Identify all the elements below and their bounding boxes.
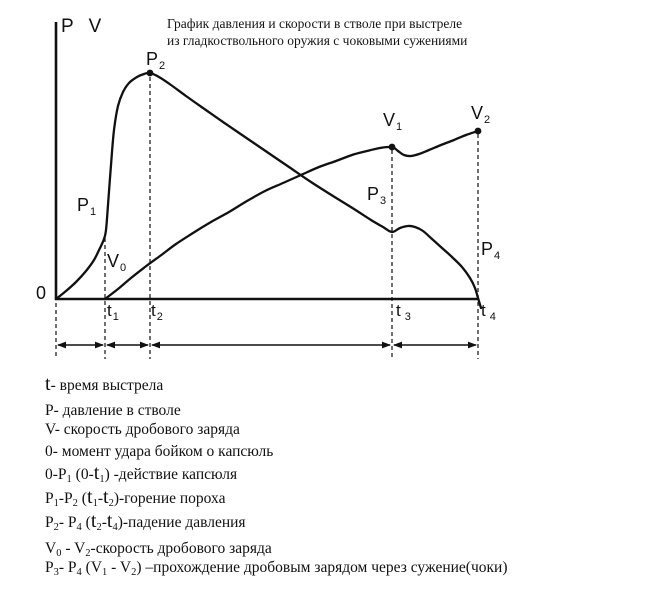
legend-line-zero: 0- момент удара бойком о капсюль [45,443,274,460]
point-label-p1-sub: 1 [90,206,97,218]
legend-line-velocity: $V_0$ - $V_2$-скорость дробового заряда [45,540,272,559]
tick-label-t1-sub: 1 [112,311,119,323]
chart-title [167,15,467,49]
point-label-v2 [471,103,491,126]
point-label-p2-sub: 2 [159,60,166,72]
point-label-v0-sub: 0 [120,262,127,274]
point-label-p3-base: P [367,184,380,204]
point-label-p1-base: P [77,195,90,215]
point-label-v0 [107,251,127,274]
legend-line-p: P- давление в стволе [45,402,181,419]
origin-label: 0 [36,283,47,303]
tick-label-t4-sub: 4 [489,311,496,323]
point-label-v0-base: V [107,251,120,271]
point-label-v1 [383,110,403,133]
legend-line-capsule: $0-P_1$ $(0-t_1)$ -действие капсюля [45,462,238,485]
point-label-p4 [481,239,501,262]
tick-label-t3-sub: 3 [404,311,411,323]
point-label-p4-base: P [481,239,494,259]
legend-line-pressure-drop: $P_2-$ $P_4$ $(t_2-t_4)$-падение давления [45,510,246,533]
tick-label-t4-base: t [481,301,486,320]
point-label-p3 [367,184,387,207]
legend [45,373,645,582]
tick-label-t2-base: t [151,301,156,320]
tick-label-t2-sub: 2 [156,311,163,323]
point-label-p4-sub: 4 [494,250,501,262]
chart-title-line1: График давления и скорости в стволе при выстреле [167,16,463,31]
legend-line-choke: $P_3-$ $P_4$ $(V_1 - V_2)$ –прохождение дробовым зарядом через сужение(чоки) [45,559,508,578]
point-label-p2 [146,49,166,72]
legend-line-t: t- время выстрела [45,373,164,395]
chart-title-line2: из гладкоствольного оружия с чоковыми сужениями [167,33,468,48]
point-label-v2-base: V [471,103,484,123]
tick-label-t3 [396,301,411,323]
point-label-v2-sub: 2 [484,114,491,126]
tick-label-t2 [151,301,163,323]
point-label-p1 [77,195,97,218]
point-label-v1-base: V [383,110,396,130]
point-label-p3-sub: 3 [380,195,387,207]
tick-label-t1 [107,301,119,323]
legend-line-powder: $P_1-P_2$ $(t_1-t_2)$-горение пороха [45,486,226,509]
tick-label-t1-base: t [107,301,112,320]
point-label-p2-base: P [146,49,159,69]
legend-line-v: V- скорость дробового заряда [45,421,240,438]
y-axis-label: P V [61,16,107,37]
point-label-v1-sub: 1 [396,121,403,133]
tick-label-t4 [481,301,496,323]
tick-label-t3-base: t [396,301,401,320]
